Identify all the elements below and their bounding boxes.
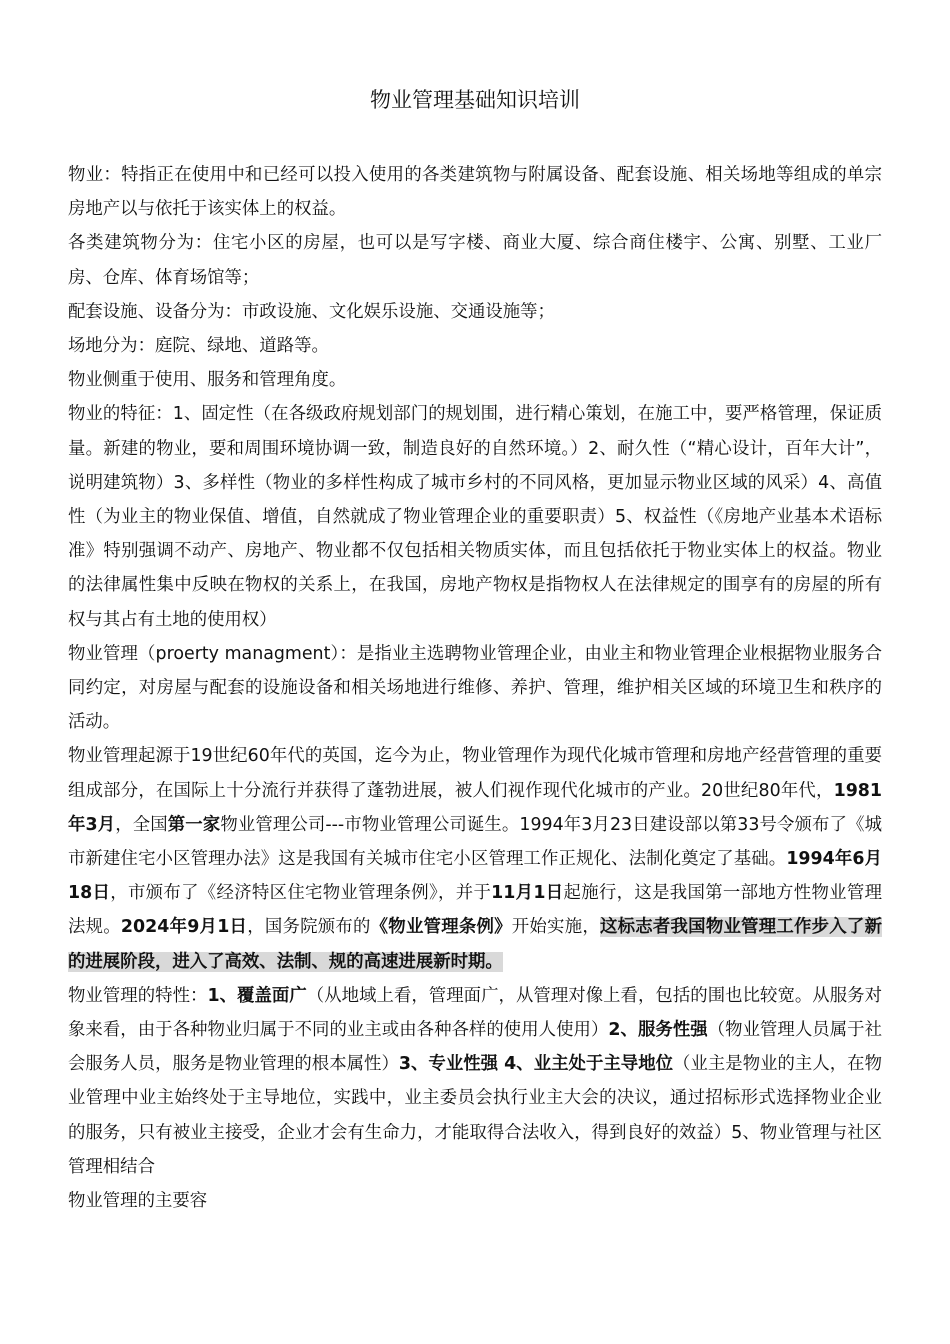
features-bold-3: 3、专业性强 4、业主处于主导地位 [398, 1054, 674, 1075]
history-text-6: ，国务院颁布的 [247, 917, 371, 938]
paragraph-definition: 物业：特指正在使用中和已经可以投入使用的各类建筑物与附属设备、配套设施、相关场地等组成的单宗房地产以与依托于该实体上的权益。 [68, 165, 882, 220]
history-bold-date-1981: 1981年3月 [68, 780, 882, 835]
history-bold-first: 第一家 [167, 814, 221, 835]
history-text-5: 起施行，这是我国第一部地方性物业管理法规。 [68, 883, 882, 938]
paragraph-building-types: 各类建筑物分为：住宅小区的房屋，也可以是写字楼、商业大厦、综合商住楼宇、公寓、别墅、工业厂房、仓库、体育场馆等； [68, 233, 882, 288]
features-bold-1: 1、覆盖面广 [207, 985, 307, 1006]
paragraph-sites: 场地分为：庭院、绿地、道路等。 [68, 336, 329, 357]
history-text-7: 开始实施， [511, 917, 600, 938]
paragraph-features [68, 979, 882, 1184]
history-text-4: ，市颁布了《经济特区住宅物业管理条例》，并于 [110, 883, 492, 904]
paragraph-characteristics: 物业的特征：1、固定性（在各级政府规划部门的规划围，进行精心策划，在施工中，要严格管理，保证质量。新建的物业，要和周围环境协调一致，制造良好的自然环境。）2、耐久性（“精心设计，百年大计”，说明建筑物）3、多样性（物业的多样性构成了城市乡村的不同风格，更加显示物业区域的风采）4、高值性（为业主的物业保值、增值，自然就成了物业管理企业的重要职责）5、权益性（《房地产业基本术语标准》特别强调不动产、房地产、物业都不仅包括相关物质实体，而且包括依托于物业实体上的权益。物业的法律属性集中反映在物权的关系上，在我国，房地产物权是指物权人在法律规定的围享有的房屋的所有权与其占有土地的使用权） [68, 404, 882, 630]
paragraph-main-contents: 物业管理的主要容 [68, 1191, 208, 1212]
features-text-2: （从地域上看，管理面广，从管理对像上看，包括的围也比较宽。从服务对象来看，由于各种物业归属于不同的业主或由各种各样的使用人使用） [68, 985, 882, 1041]
history-bold-date-nov1: 11月1日 [491, 883, 564, 904]
features-text-3: （物业管理人员属于社会服务人员，服务是物业管理的根本属性） [68, 1020, 882, 1075]
history-highlight: 这标志者我国物业管理工作步入了新的进展阶段，进入了高效、法制、规的高速进展新时期。 [68, 917, 882, 972]
history-text-1: 物业管理起源于19世纪60年代的英国，迄今为止，物业管理作为现代化城市管理和房地产经营管理的重要组成部分，在国际上十分流行并获得了蓬勃进展，被人们视作现代化城市的产业。20世纪80年代， [68, 746, 882, 801]
features-text-4: （业主是物业的主人，在物业管理中业主始终处于主导地位，实践中，业主委员会执行业主大会的决议，通过招标形式选择物业企业的服务，只有被业主接受，企业才会有生命力，才能取得合法收入，得到良好的效益）5、物业管理与社区管理相结合 [68, 1054, 882, 1177]
history-text-3: 物业管理公司---市物业管理公司诞生。1994年3月23日建设部以第33号令颁布了《城市新建住宅小区管理办法》这是我国有关城市住宅小区管理工作正规化、法制化奠定了基础。 [68, 814, 882, 870]
history-text-2: ，全国 [115, 814, 168, 835]
paragraph-property-management: 物业管理（proerty managment）：是指业主选聘物业管理企业，由业主和物业管理企业根据物业服务合同约定，对房屋与配套的设施设备和相关场地进行维修、养护、管理，维护相关区域的环境卫生和秩序的活动。 [68, 643, 882, 733]
paragraph-facilities: 配套设施、设备分为：市政设施、文化娱乐设施、交通设施等； [68, 301, 555, 322]
features-bold-2: 2、服务性强 [608, 1020, 708, 1041]
features-text-1: 物业管理的特性： [68, 985, 208, 1006]
paragraph-history [68, 739, 882, 978]
history-bold-date-2024: 2024年9月1日 [120, 917, 248, 938]
document-title: 物业管理基础知识培训 [370, 88, 580, 112]
history-bold-regulation: 《物业管理条例》 [370, 917, 512, 938]
paragraph-focus: 物业侧重于使用、服务和管理角度。 [68, 370, 347, 391]
history-bold-date-1994: 1994年6月18日 [68, 849, 882, 904]
